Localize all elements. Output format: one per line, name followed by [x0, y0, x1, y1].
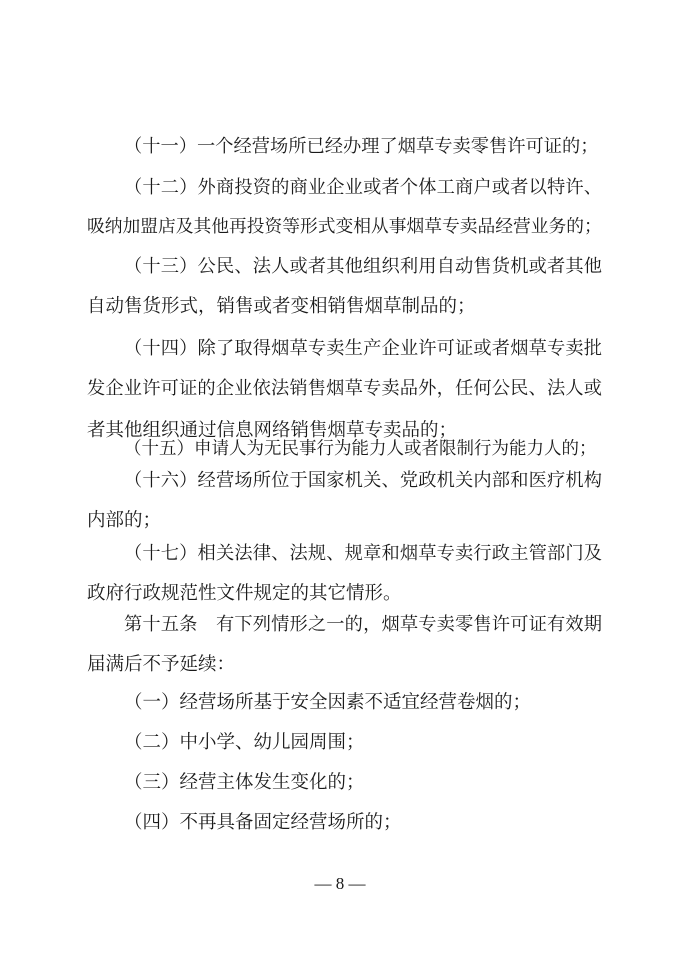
paragraph-line: 政府行政规范性文件规定的其它情形。 — [87, 583, 402, 604]
article-heading-line: 第十五条 有下列情形之一的，烟草专卖零售许可证有效期 — [124, 614, 602, 635]
paragraph-line: （十六）经营场所位于国家机关、党政机关内部和医疗机构 — [124, 470, 602, 491]
paragraph-line: 自动售货形式，销售或者变相销售烟草制品的； — [87, 296, 476, 317]
page-number: — 8 — — [314, 874, 366, 893]
paragraph-line: （十五）申请人为无民事行为能力人或者限制行为能力人的； — [124, 439, 597, 459]
paragraph-line: （十三）公民、法人或者其他组织利用自动售货机或者其他 — [124, 256, 602, 277]
paragraph-line: （十一）一个经营场所已经办理了烟草专卖零售许可证的； — [124, 136, 599, 157]
paragraph-line: （十二）外商投资的商业企业或者个体工商户或者以特许、 — [124, 177, 602, 198]
paragraph-line: 内部的； — [87, 510, 162, 531]
paragraph-line: （四）不再具备固定经营场所的； — [124, 812, 402, 833]
paragraph-line: （十四）除了取得烟草专卖生产企业许可证或者烟草专卖批 — [124, 338, 602, 359]
paragraph-line: （一）经营场所基于安全因素不适宜经营卷烟的； — [124, 692, 532, 713]
paragraph-line: 届满后不予延续： — [87, 654, 236, 675]
paragraph-line: （二）中小学、幼儿园周围； — [124, 732, 365, 753]
paragraph-line: （十七）相关法律、法规、规章和烟草专卖行政主管部门及 — [124, 543, 602, 564]
paragraph-line: 吸纳加盟店及其他再投资等形式变相从事烟草专卖品经营业务的； — [87, 217, 602, 237]
paragraph-line: 发企业许可证的企业依法销售烟草专卖品外，任何公民、法人或 — [87, 378, 602, 399]
paragraph-line: 者其他组织通过信息网络销售烟草专卖品的； — [87, 420, 458, 441]
paragraph-line: （三）经营主体发生变化的； — [124, 772, 365, 793]
